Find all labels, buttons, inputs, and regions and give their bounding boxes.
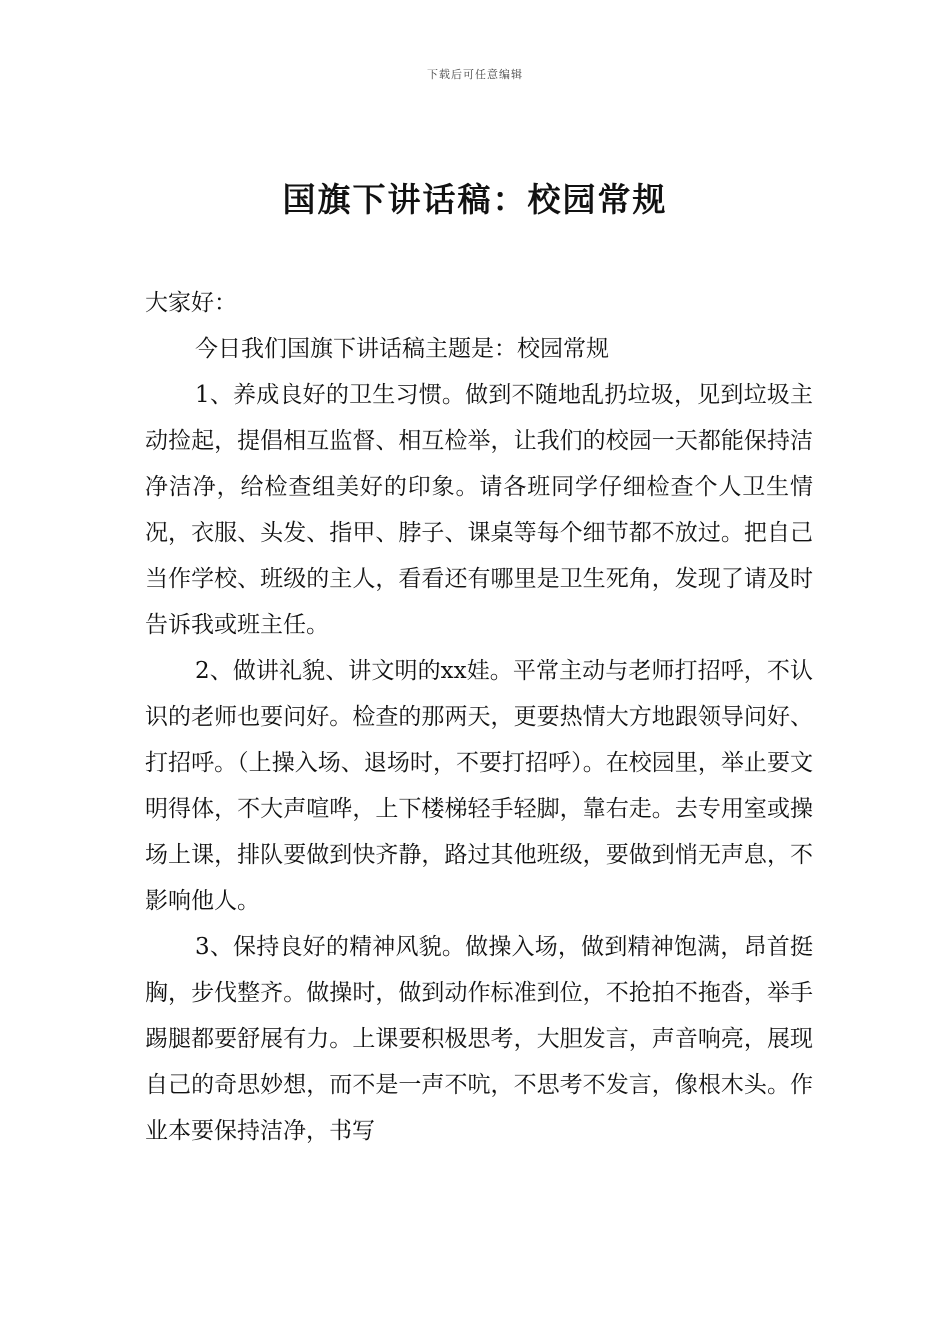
paragraph-topic: 今日我们国旗下讲话稿主题是：校园常规 bbox=[195, 336, 609, 362]
document-title: 国旗下讲话稿：校园常规 bbox=[282, 180, 668, 219]
paragraph-hygiene: 1、养成良好的卫生习惯。做到不随地乱扔垃圾，见到垃圾主动捡起，提倡相互监督、相互检举，让我们的校园一天都能保持洁净洁净，给检查组美好的印象。请各班同学仔细检查个人卫生情况，衣服、头发、指甲、脖子、课桌等每个细节都不放过。把自己当作学校、班级的主人，看看还有哪里是卫生死角，发现了请及时告诉我或班主任。 bbox=[145, 382, 813, 638]
paragraph-manners: 2、做讲礼貌、讲文明的xx娃。平常主动与老师打招呼，不认识的老师也要问好。检查的那两天，更要热情大方地跟领导问好、打招呼。（上操入场、退场时，不要打招呼）。在校园里，举止要文明得体，不大声喧哗，上下楼梯轻手轻脚，靠右走。去专用室或操场上课，排队要做到快齐静，路过其他班级，要做到悄无声息，不影响他人。 bbox=[145, 658, 813, 914]
document-body bbox=[145, 280, 813, 1154]
header-note: 下载后可任意编辑 bbox=[427, 68, 523, 81]
greeting-line: 大家好： bbox=[145, 290, 237, 316]
paragraph-spirit: 3、保持良好的精神风貌。做操入场，做到精神饱满，昂首挺胸，步伐整齐。做操时，做到动作标准到位，不抢拍不拖沓，举手踢腿都要舒展有力。上课要积极思考，大胆发言，声音响亮，展现自己的奇思妙想，而不是一声不吭，不思考不发言，像根木头。作业本要保持洁净，书写 bbox=[145, 934, 813, 1144]
